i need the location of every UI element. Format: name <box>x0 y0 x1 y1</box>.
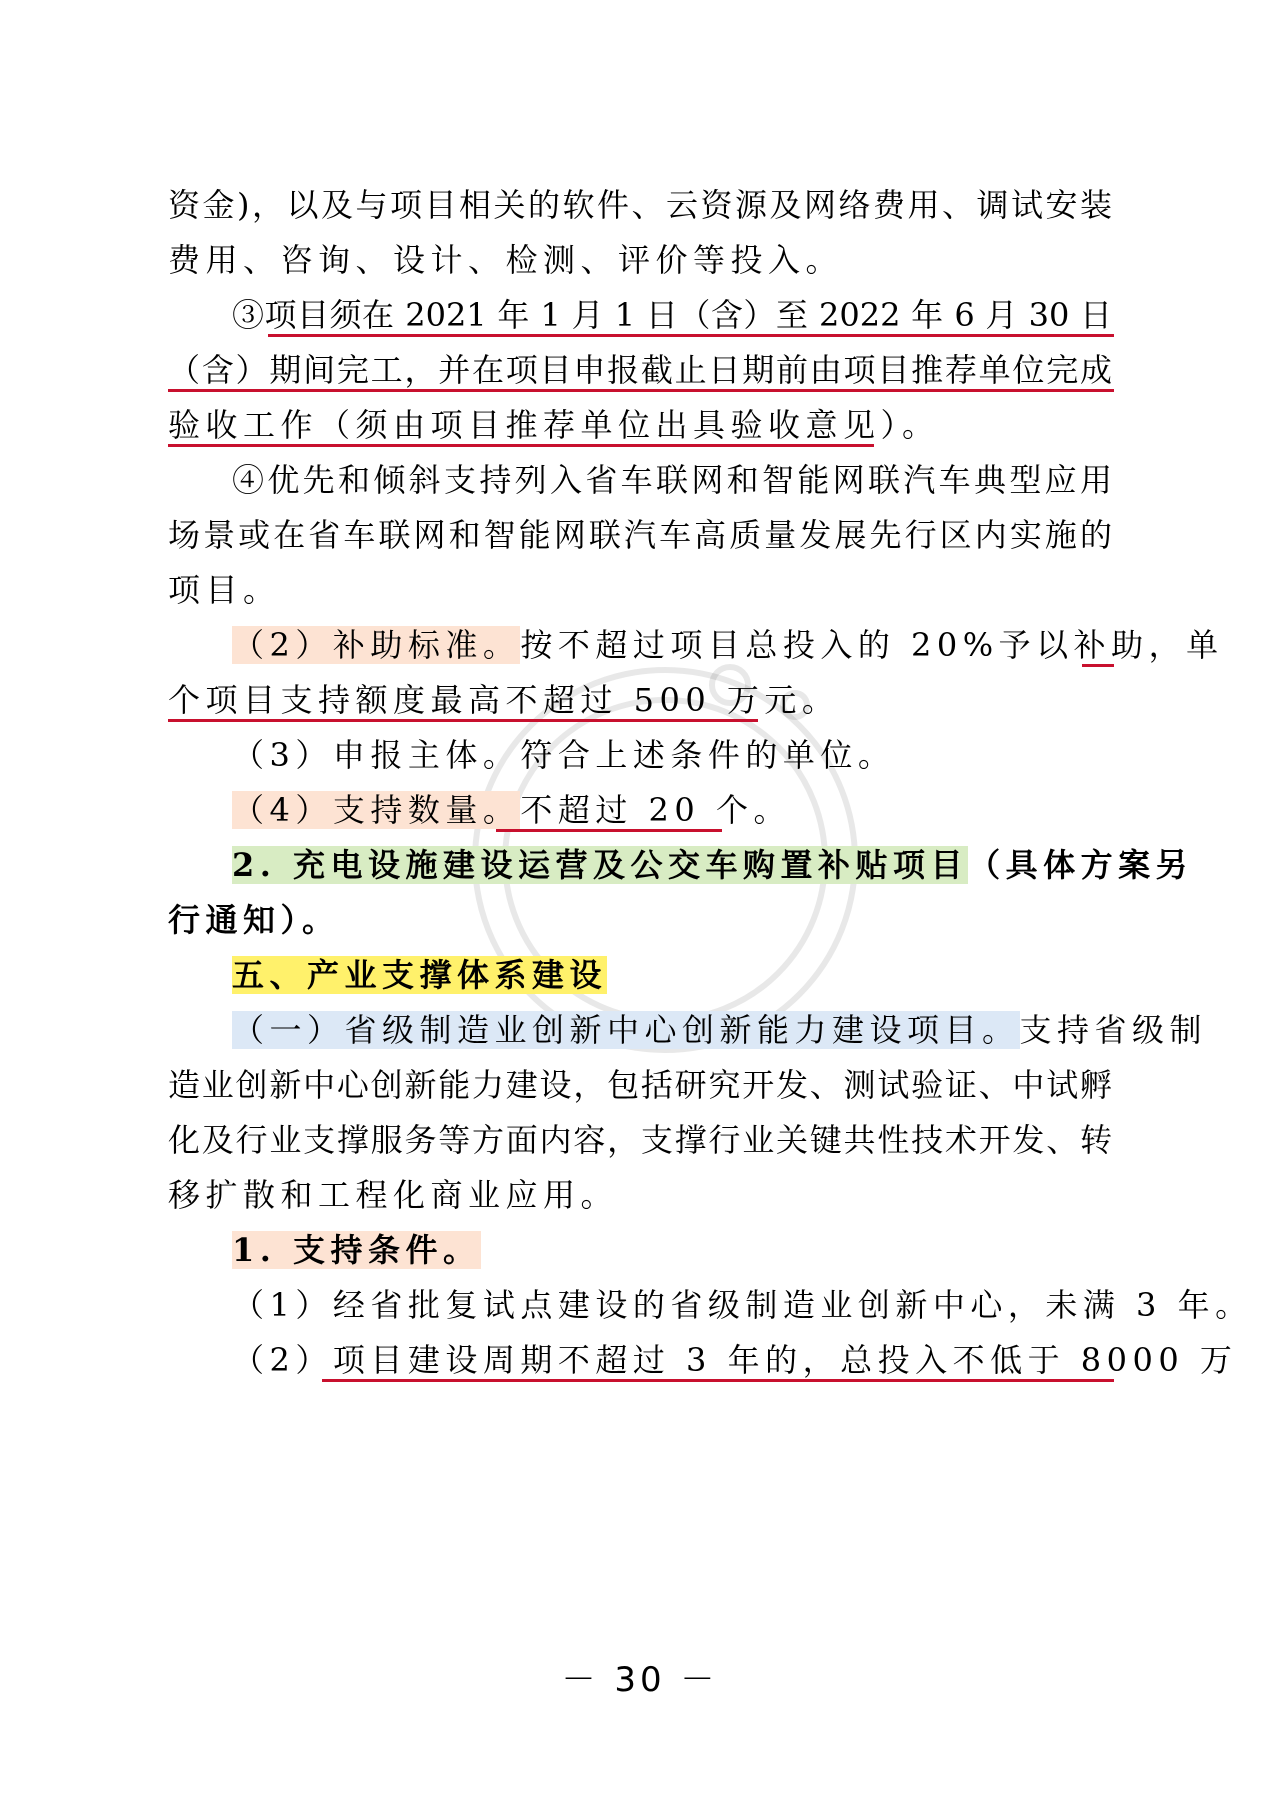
body-line: （1）经省批复试点建设的省级制造业创新中心，未满 3 年。 <box>232 1286 1253 1324</box>
body-text: 不超过 20 个。 <box>520 791 791 829</box>
red-underline <box>168 389 1114 392</box>
body-text: （具体方案另 <box>968 846 1194 884</box>
body-text: （2） <box>232 1341 333 1379</box>
page-number: － 30 － <box>561 1660 719 1700</box>
red-underline <box>322 1379 1114 1382</box>
body-line: ④优先和倾斜支持列入省车联网和智能网联汽车典型应用 <box>232 461 1112 499</box>
body-line: 化及行业支撑服务等方面内容，支撑行业关键共性技术开发、转 <box>168 1121 1112 1159</box>
heading-highlight: 五、产业支撑体系建设 <box>232 956 608 994</box>
heading-highlight: 1. 支持条件。 <box>232 1231 481 1269</box>
section-heading <box>232 1230 1112 1270</box>
body-line: 行通知）。 <box>168 901 340 939</box>
body-text: 按不超过项目总投入的 20%予以补助，单 <box>520 626 1224 664</box>
red-underline <box>168 719 758 722</box>
body-line <box>232 625 1224 665</box>
body-text: 支持省级制 <box>1019 1011 1208 1049</box>
red-underline <box>268 334 1114 337</box>
body-line: 移扩散和工程化商业应用。 <box>168 1176 619 1214</box>
subheading-highlight: （2）补助标准。 <box>232 626 521 664</box>
body-line: 验收工作（须由项目推荐单位出具验收意见）。 <box>168 406 940 444</box>
body-line: （含）期间完工，并在项目申报截止日期前由项目推荐单位完成 <box>168 351 1112 389</box>
red-underline <box>168 444 874 447</box>
body-line <box>232 1010 1208 1050</box>
section-heading <box>232 845 1194 885</box>
body-line: 资金)，以及与项目相关的软件、云资源及网络费用、调试安装 <box>168 186 1112 224</box>
body-line <box>232 1340 1238 1380</box>
body-line: 个项目支持额度最高不超过 500 万元。 <box>168 681 840 719</box>
body-text: 项目建设周期不超过 3 年的，总投入不低于 8000 万 <box>332 1341 1238 1379</box>
body-line: 项目。 <box>168 571 281 609</box>
body-line <box>232 790 1112 830</box>
body-line: 场景或在省车联网和智能网联汽车高质量发展先行区内实施的 <box>168 516 1112 554</box>
subheading-highlight: （4）支持数量。 <box>232 791 521 829</box>
heading-highlight: 2. 充电设施建设运营及公交车购置补贴项目 <box>232 846 969 884</box>
red-underline <box>1082 664 1114 667</box>
body-line: ③项目须在 2021 年 1 月 1 日（含）至 2022 年 6 月 30 日 <box>232 296 1112 334</box>
body-line: （3）申报主体。符合上述条件的单位。 <box>232 736 896 774</box>
body-line: 费用、咨询、设计、检测、评价等投入。 <box>168 241 844 279</box>
subheading-highlight: （一）省级制造业创新中心创新能力建设项目。 <box>232 1011 1020 1049</box>
red-underline <box>496 829 722 832</box>
section-heading <box>232 955 1112 995</box>
body-line: 造业创新中心创新能力建设，包括研究开发、测试验证、中试孵 <box>168 1066 1112 1104</box>
